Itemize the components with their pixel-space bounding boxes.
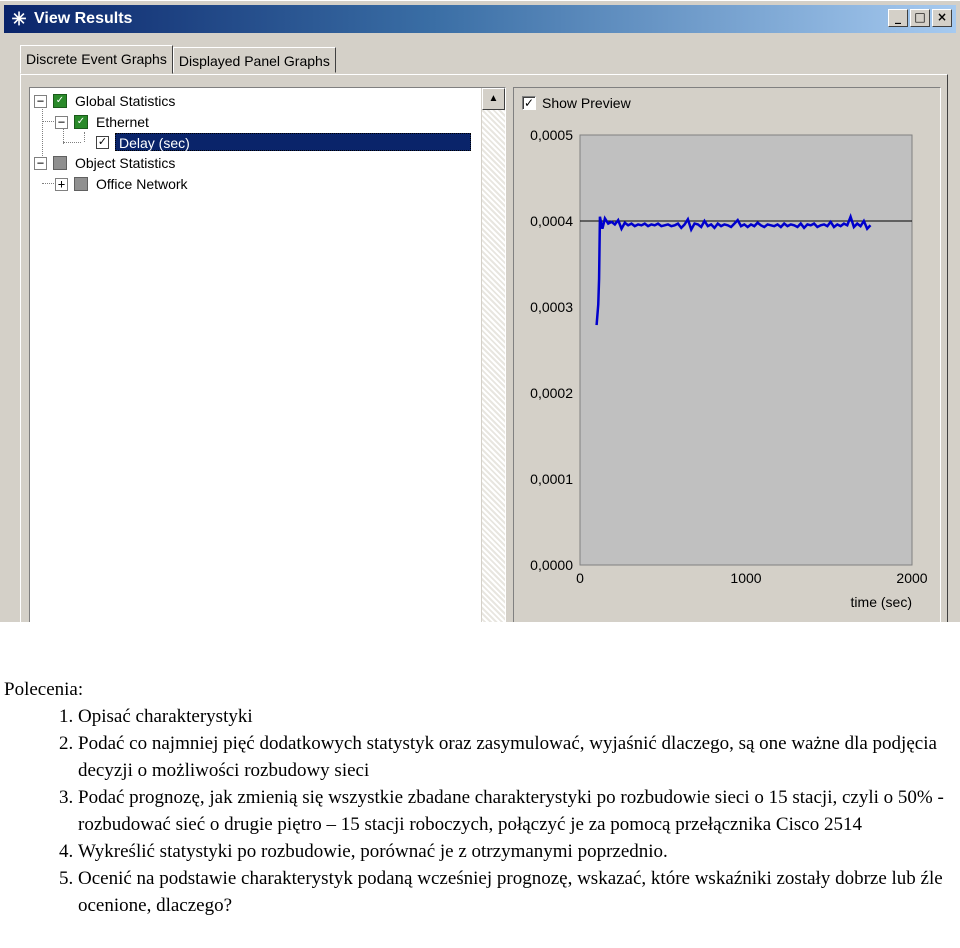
y-tick-label: 0,0002 — [530, 385, 573, 401]
x-tick-label: 1000 — [730, 570, 762, 586]
y-tick-label: 0,0003 — [530, 299, 573, 315]
plot-area — [580, 135, 912, 565]
y-tick-label: 0,0005 — [530, 127, 573, 143]
collapse-icon[interactable]: − — [55, 116, 68, 129]
checked-node-icon: ✓ — [74, 115, 88, 129]
tree-item-label: Office Network — [96, 176, 188, 192]
tree-connector — [84, 132, 85, 142]
collapse-icon[interactable]: − — [34, 95, 47, 108]
tab-displayed-panel-graphs[interactable]: Displayed Panel Graphs — [173, 47, 336, 73]
x-axis-ticks — [576, 570, 928, 586]
minimize-button[interactable]: _ — [888, 9, 908, 27]
y-axis-ticks — [530, 127, 573, 573]
checkbox-checked-icon[interactable]: ✓ — [523, 96, 535, 110]
star-burst-icon: ✳ — [11, 9, 27, 29]
window-controls — [888, 9, 952, 27]
tree-item-global-statistics[interactable] — [34, 91, 175, 111]
show-preview-checkbox[interactable] — [522, 93, 631, 113]
checkbox-checked-icon[interactable]: ✓ — [97, 135, 108, 148]
instructions-heading: Polecenia: — [4, 679, 84, 700]
tab-strip — [20, 47, 336, 75]
instruction-item: 5. Ocenić na podstawie charakterystyk podaną wcześniej prognozę, wskazać, które wskaźniki zostały dobrze lub źle ocenione, dlaczego? — [78, 865, 954, 919]
tree-item-delay-sec[interactable] — [96, 132, 471, 152]
tree-item-label: Object Statistics — [75, 155, 176, 171]
tree-connector — [63, 142, 81, 143]
tree-connector — [42, 121, 56, 122]
tree-connector — [42, 183, 56, 184]
tree-item-ethernet[interactable] — [55, 112, 149, 132]
x-tick-label: 0 — [576, 570, 584, 586]
x-axis-label: time (sec) — [850, 594, 912, 610]
gray-node-icon — [53, 156, 67, 170]
y-tick-label: 0,0004 — [530, 213, 573, 229]
y-tick-label: 0,0000 — [530, 557, 573, 573]
window-title: View Results — [34, 10, 133, 27]
title-bar[interactable] — [4, 5, 956, 33]
instruction-item: 1. Opisać charakterystyki — [78, 703, 954, 730]
x-tick-label: 2000 — [896, 570, 928, 586]
tree-item-label: Ethernet — [96, 114, 149, 130]
scroll-up-arrow-icon[interactable]: ▲ — [482, 88, 505, 110]
tree-item-label-selected: Delay (sec) — [115, 133, 471, 151]
checked-node-icon: ✓ — [53, 94, 67, 108]
instruction-item: 2. Podać co najmniej pięć dodatkowych statystyk oraz zasymulować, wyjaśnić dlaczego, są one ważne dla podjęcia decyzji o możliwości rozbudowy sieci — [78, 730, 954, 784]
statistics-tree[interactable] — [29, 87, 506, 622]
collapse-icon[interactable]: − — [34, 157, 47, 170]
tree-scrollbar[interactable] — [481, 88, 505, 622]
tree-item-label: Global Statistics — [75, 93, 176, 109]
instruction-item: 4. Wykreślić statystyki po rozbudowie, porównać je z otrzymanymi poprzednio. — [78, 838, 954, 865]
instructions-section — [4, 676, 954, 919]
instructions-list — [4, 703, 954, 919]
maximize-button[interactable]: □ — [910, 9, 930, 27]
tree-item-object-statistics[interactable] — [34, 153, 175, 173]
show-preview-label: Show Preview — [542, 95, 631, 111]
gray-node-icon — [74, 177, 88, 191]
close-button[interactable]: × — [932, 9, 952, 27]
tree-item-office-network[interactable] — [55, 174, 188, 194]
delay-preview-chart — [513, 115, 941, 622]
y-tick-label: 0,0001 — [530, 471, 573, 487]
expand-icon[interactable]: + — [55, 178, 68, 191]
tab-discrete-event-graphs[interactable]: Discrete Event Graphs — [20, 45, 173, 74]
instruction-item: 3. Podać prognozę, jak zmienią się wszystkie zbadane charakterystyki po rozbudowie sieci o 15 stacji, czyli o 50% - rozbudować sieć o drugie piętro – 15 stacji roboczych, połączyć je za pomocą przełącznika Cisco 2514 — [78, 784, 954, 838]
